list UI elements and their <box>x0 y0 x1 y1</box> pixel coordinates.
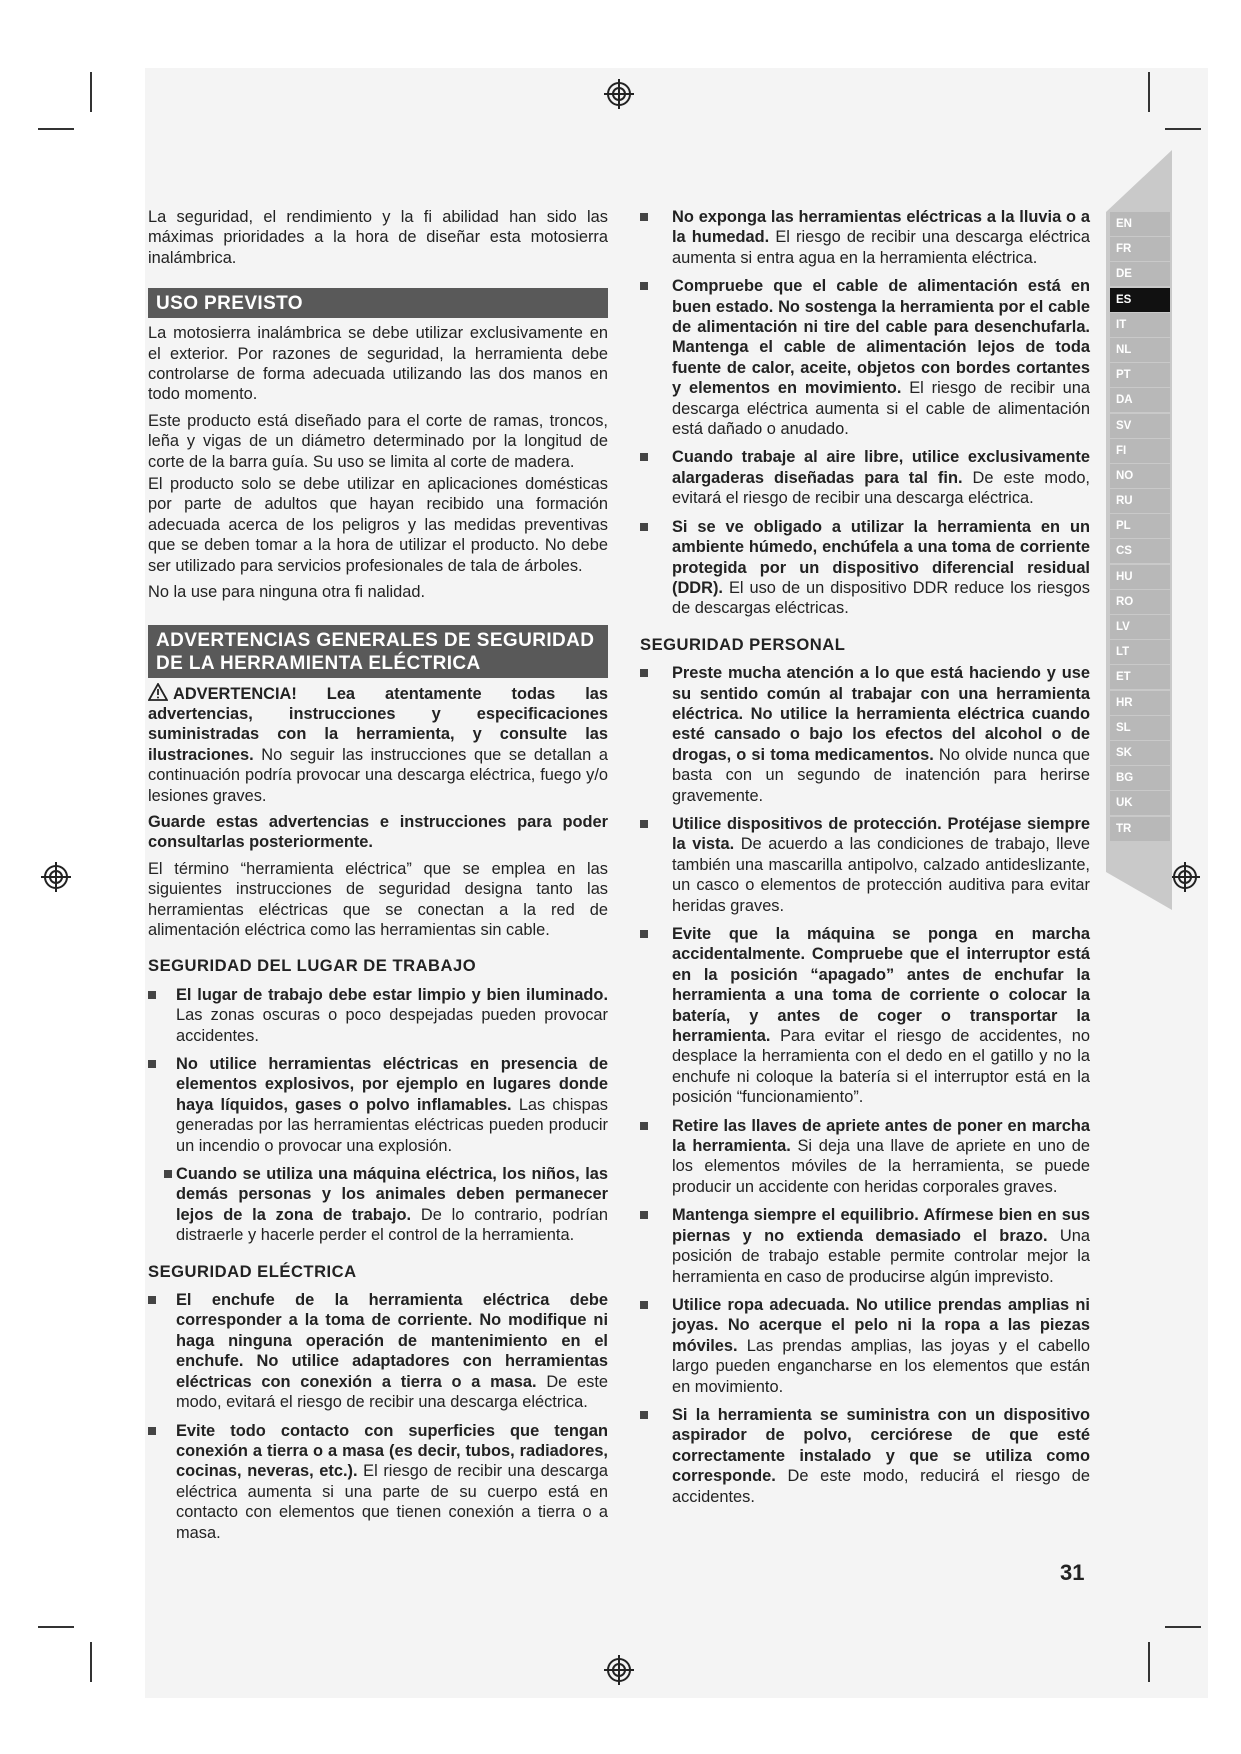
item-text: Las prendas amplias, las joyas y el cabello largo pueden engancharse en los elementos que están en movimiento. <box>672 1336 1090 1396</box>
subheading-personal: SEGURIDAD PERSONAL <box>640 634 846 654</box>
item-text: De este modo, evitará el riesgo de recibir una descarga eléctrica. <box>176 1372 608 1412</box>
list-item <box>148 1290 608 1412</box>
warning-paragraph <box>148 683 608 806</box>
language-tab[interactable]: PT <box>1110 363 1170 387</box>
language-tab[interactable]: HU <box>1110 565 1170 589</box>
item-bold: Retire las llaves de apriete antes de poner en marcha la herramienta. <box>672 1116 1090 1156</box>
subheading-lugar-trabajo: SEGURIDAD DEL LUGAR DE TRABAJO <box>148 956 477 976</box>
item-text: El riesgo de recibir una descarga eléctrica aumenta si entra agua en la herramienta eléctrica. <box>672 228 1090 267</box>
bullet-icon <box>148 991 156 999</box>
language-tab[interactable]: FI <box>1110 439 1170 463</box>
crop-mark <box>1165 128 1201 130</box>
registration-mark-icon <box>41 862 71 892</box>
language-tab[interactable]: SK <box>1110 741 1170 765</box>
bullet-icon <box>640 930 648 938</box>
list-item <box>640 1205 1090 1287</box>
paragraph: Este producto está diseñado para el corte de ramas, troncos, leña y vigas de un diámetro determinado por la longitud de corte de la barra guía. Su uso se limita al corte de madera. <box>148 411 608 471</box>
item-text: Para evitar el riesgo de accidentes, no desplace la herramienta con el dedo en el gatillo y no la enchufe ni coloque la batería si el interruptor está en la posición “funcionamiento”. <box>672 1027 1090 1107</box>
bullet-icon <box>640 1301 648 1309</box>
registration-mark-icon <box>1170 862 1200 892</box>
language-tab[interactable]: PL <box>1110 514 1170 538</box>
bullet-icon <box>148 1427 156 1435</box>
item-text: El riesgo de recibir una descarga eléctrica aumenta si una parte de su cuerpo está en contacto con elementos que tienen conexión a tierra o a masa. <box>176 1462 609 1542</box>
language-tab[interactable]: NO <box>1110 464 1170 488</box>
crop-mark <box>1148 1642 1150 1682</box>
paragraph: El producto solo se debe utilizar en aplicaciones domésticas por parte de adultos que hayan recibido una formación adecuada acerca de los peligros y las medidas preventivas que se deben tomar a la hora de utilizar el producto. No debe ser utilizado para servicios profesionales de tala de árboles. <box>148 475 608 575</box>
bullet-icon <box>164 1170 172 1178</box>
item-bold: Compruebe que el cable de alimentación está en buen estado. No sostenga la herramienta por el cable de alimentación ni tire del cable para desenchufarla. Mantenga el cable de alimentación lejos de toda fuente de calor, aceite, objetos con bordes cortantes y elementos en movimiento. <box>672 277 1090 398</box>
language-tab[interactable]: DA <box>1110 388 1170 412</box>
heading-line: ADVERTENCIAS GENERALES DE SEGURIDAD <box>156 629 595 651</box>
item-bold: Mantenga siempre el equilibrio. Afírmese bien en sus piernas y no extienda demasiado el brazo. <box>672 1206 1090 1245</box>
crop-mark <box>1165 1626 1201 1628</box>
language-tab[interactable]: RU <box>1110 489 1170 513</box>
item-bold: Si la herramienta se suministra con un dispositivo aspirador de polvo, cerciórese de que esté correctamente instalado y que se utiliza como corresponde. <box>672 1405 1090 1486</box>
item-text: Una posición de trabajo estable permite controlar mejor la herramienta en caso de producirse algún imprevisto. <box>672 1226 1090 1286</box>
page-number: 31 <box>1060 1560 1085 1585</box>
item-text: Las zonas oscuras o poco despejadas pueden provocar accidentes. <box>176 1006 608 1045</box>
bullet-icon <box>640 453 648 461</box>
item-bold: El enchufe de la herramienta eléctrica debe corresponder a la toma de corriente. No modifique ni haga ninguna operación de mantenimiento en el enchufe. No utilice adaptadores con herramientas eléctricas con conexión a tierra o a masa. <box>176 1291 608 1391</box>
list-item <box>640 924 1090 1108</box>
item-text: No olvide nunca que basta con un segundo de inatención para herirse gravemente. <box>672 745 1090 805</box>
item-bold: No exponga las herramientas eléctricas a la lluvia o a la humedad. <box>672 208 1090 247</box>
intro-paragraph: La seguridad, el rendimiento y la fi abilidad han sido las máximas prioridades a la hora de diseñar esta motosierra inalámbrica. <box>148 208 608 267</box>
language-tab[interactable]: CS <box>1110 539 1170 563</box>
warning-icon <box>148 683 168 701</box>
keep-instructions-bold: Guarde estas advertencias e instrucciones para poder consultarlas posteriormente. <box>148 812 608 852</box>
crop-mark <box>90 1642 92 1682</box>
item-text: El uso de un dispositivo DDR reduce los riesgos de descargas eléctricas. <box>672 578 1090 618</box>
heading-line: DE LA HERRAMIENTA ELÉCTRICA <box>156 652 481 674</box>
item-text: Si deja una llave de apriete en uno de los elementos móviles de la herramienta, se puede producir un accidente con heridas corporales graves. <box>672 1137 1091 1196</box>
language-tab[interactable]: SV <box>1110 414 1170 438</box>
language-tab[interactable]: ET <box>1110 665 1170 689</box>
language-tab-active[interactable]: ES <box>1110 288 1170 312</box>
bullet-icon <box>148 1296 156 1304</box>
item-text: De este modo, reducirá el riesgo de accidentes. <box>672 1467 1090 1506</box>
section-heading-advertencias <box>148 625 608 678</box>
bullet-icon <box>640 669 648 677</box>
language-tab[interactable]: DE <box>1110 262 1170 286</box>
item-bold: Cuando se utiliza una máquina eléctrica, los niños, las demás personas y los animales deben permanecer lejos de la zona de trabajo. <box>176 1165 608 1224</box>
language-tab[interactable]: UK <box>1110 791 1170 815</box>
language-tab[interactable]: LT <box>1110 640 1170 664</box>
list-item <box>148 1421 608 1543</box>
language-tab[interactable]: NL <box>1110 338 1170 362</box>
list-item <box>640 1116 1090 1198</box>
language-tab[interactable]: TR <box>1110 817 1170 841</box>
crop-mark <box>90 72 92 112</box>
warning-bold-text: ADVERTENCIA! Lea atentamente todas las advertencias, instrucciones y especificaciones suministradas con la herramienta, y consulte las ilustraciones. <box>148 684 608 764</box>
keep-instructions-text <box>148 812 608 853</box>
item-text: De acuerdo a las condiciones de trabajo, lleve también una mascarilla antipolvo, calzado antideslizante, un casco o elementos de protección auditiva para evitar heridas graves. <box>672 835 1090 915</box>
crop-mark <box>38 1626 74 1628</box>
list-item <box>640 207 1090 268</box>
item-bold: Utilice ropa adecuada. No utilice prendas amplias ni joyas. No acerque el pelo ni la ropa a las piezas móviles. <box>672 1295 1090 1355</box>
bullet-icon <box>640 1211 648 1219</box>
left-column <box>148 207 608 1551</box>
language-tab[interactable]: HR <box>1110 691 1170 715</box>
language-tab[interactable]: LV <box>1110 615 1170 639</box>
right-column <box>640 207 1090 1515</box>
bullet-icon <box>640 1411 648 1419</box>
paragraph: El término “herramienta eléctrica” que se emplea en las siguientes instrucciones de seguridad designa tanto las herramientas eléctricas que se conectan a la red de alimentación eléctrica como las herramientas sin cable. <box>148 859 608 939</box>
bullet-icon <box>640 820 648 828</box>
language-tab[interactable]: SL <box>1110 716 1170 740</box>
item-text: Las chispas generadas por las herramientas eléctricas pueden producir un incendio o provocar una explosión. <box>176 1095 609 1155</box>
item-bold: Evite todo contacto con superficies que tengan conexión a tierra o a masa (es decir, tubos, radiadores, cocinas, neveras, etc.). <box>176 1421 608 1481</box>
list-item <box>640 447 1090 508</box>
paragraph: No la use para ninguna otra fi nalidad. <box>148 583 426 602</box>
bullet-icon <box>640 1122 648 1130</box>
item-bold: Evite que la máquina se ponga en marcha accidentalmente. Compruebe que el interruptor está en la posición “apagado” antes de enchufar la herramienta a una toma de corriente o colocar la batería, y antes de coger o transportar la herramienta. <box>672 925 1090 1046</box>
crop-mark <box>38 128 74 130</box>
warning-text: No seguir las instrucciones que se detallan a continuación podría provocar una descarga eléctrica, fuego y/o lesiones graves. <box>148 745 608 805</box>
language-tab[interactable]: IT <box>1110 313 1170 337</box>
list-item <box>640 663 1090 806</box>
bullet-icon <box>640 282 648 290</box>
language-tab[interactable]: BG <box>1110 766 1170 790</box>
bullet-icon <box>148 1060 156 1068</box>
registration-mark-icon <box>604 1655 634 1685</box>
item-bold: El lugar de trabajo debe estar limpio y bien iluminado. <box>176 985 608 1004</box>
subheading-electrica: SEGURIDAD ELÉCTRICA <box>148 1261 357 1281</box>
item-bold: Cuando trabaje al aire libre, utilice exclusivamente alargaderas diseñadas para tal fin. <box>672 448 1090 487</box>
list-item <box>640 814 1090 916</box>
item-bold: Si se ve obligado a utilizar la herramienta en un ambiente húmedo, enchúfela a una toma de corriente protegida por un dispositivo diferencial residual (DDR). <box>672 517 1090 597</box>
language-tab[interactable]: RO <box>1110 590 1170 614</box>
language-tab[interactable]: FR <box>1110 237 1170 261</box>
language-tab[interactable]: EN <box>1110 212 1170 236</box>
bullet-icon <box>640 523 648 531</box>
item-text: El riesgo de recibir una descarga eléctrica aumenta si el cable de alimentación está dañado o anudado. <box>672 379 1090 439</box>
item-text: De este modo, evitará el riesgo de recibir una descarga eléctrica. <box>672 468 1090 508</box>
list-item <box>640 1405 1090 1507</box>
paragraph: La motosierra inalámbrica se debe utilizar exclusivamente en el exterior. Por razones de seguridad, la herramienta debe controlarse de forma adecuada utilizando las dos manos en todo momento. <box>148 324 608 404</box>
item-text: De lo contrario, podrían distraerle y hacerle perder el control de la herramienta. <box>176 1205 608 1245</box>
item-bold: Utilice dispositivos de protección. Protéjase siempre la vista. <box>672 814 1090 854</box>
registration-mark-icon <box>604 79 634 109</box>
list-item <box>640 276 1090 439</box>
bullet-icon <box>640 213 648 221</box>
list-item <box>640 1295 1090 1397</box>
list-item <box>148 1164 608 1246</box>
list-item <box>640 517 1090 619</box>
list-item <box>148 985 608 1046</box>
crop-mark <box>1148 72 1150 112</box>
list-item <box>148 1054 608 1156</box>
section-heading-uso-previsto: USO PREVISTO <box>148 288 608 318</box>
language-tabs <box>1110 212 1170 842</box>
item-bold: Preste mucha atención a lo que está haciendo y use su sentido común al trabajar con una herramienta eléctrica. No utilice la herramienta eléctrica cuando esté cansado o bajo los efectos del alcohol o de drogas, o si toma medicamentos. <box>672 664 1090 764</box>
item-bold: No utilice herramientas eléctricas en presencia de elementos explosivos, por ejemplo en lugares donde haya líquidos, gases o polvo inflamables. <box>176 1055 608 1114</box>
